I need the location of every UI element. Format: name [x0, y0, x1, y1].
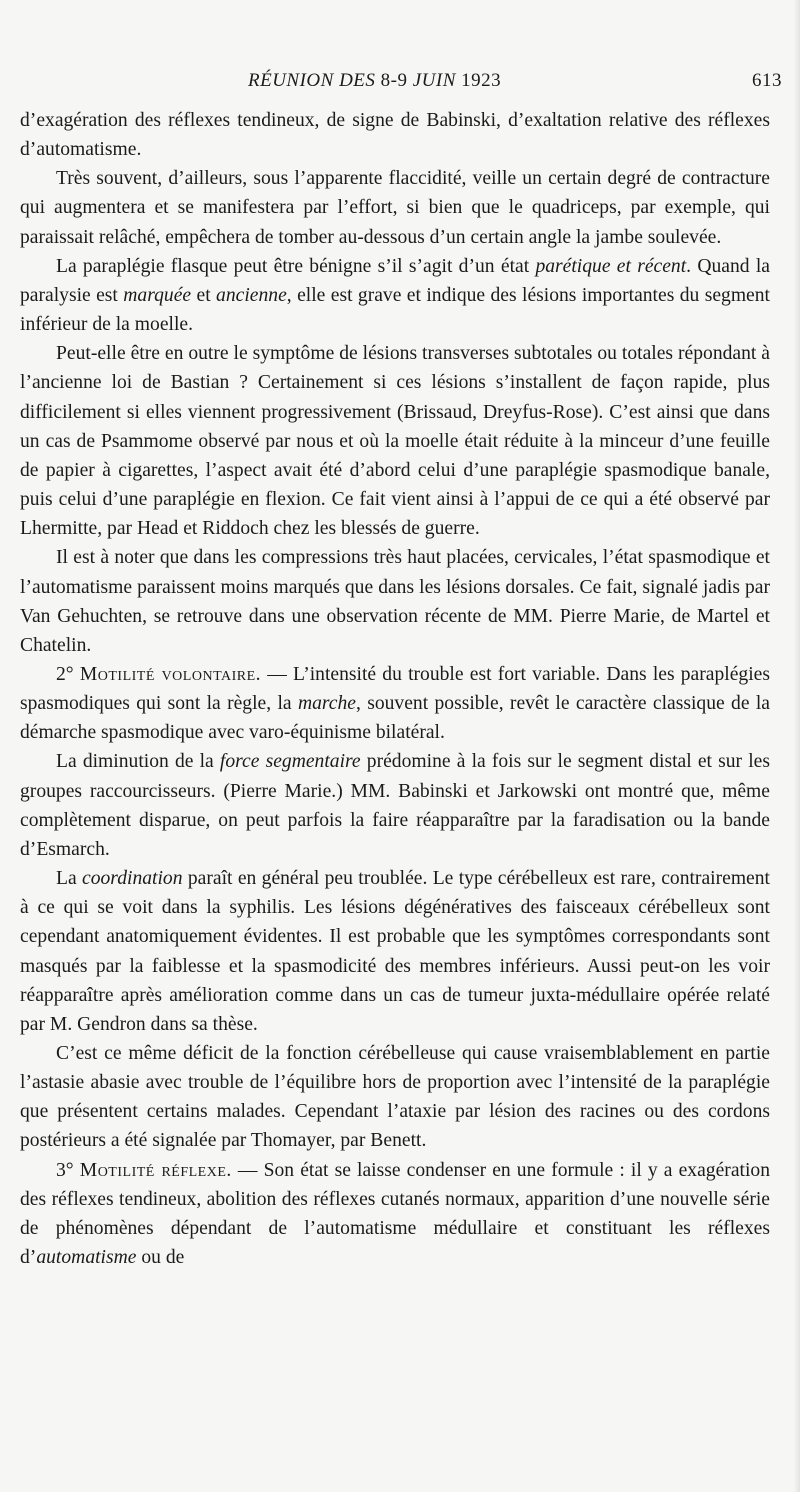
section-number: 2°: [56, 663, 74, 685]
paragraph-4: Peut-elle être en outre le symptôme de lésions transverses subtotales ou totales répondant à l’ancienne loi de Bastian ? Certainement si ces lésions s’installent de façon rapide, plus difficilement si elles viennent progressivement (Brissaud, Dreyfus-Rose). C’est ainsi que dans un cas de Psammome observé par nous et où la moelle était réduite à la minceur d’une feuille de papier à cigarettes, l’aspect avait été d’abord celui d’une paraplégie spasmodique banale, puis celui d’une paraplégie en flexion. Ce fait vient ainsi à l’appui de ce qui a été observé par Lhermitte, par Head et Riddoch chez les blessés de guerre.: [20, 343, 770, 540]
title-main: RÉUNION DES: [248, 70, 376, 91]
scan-edge-shadow: [794, 0, 800, 1492]
section-2-motilite-volontaire: 2° Motilité volontaire. — L’intensité du trouble est fort variable. Dans les paraplégies spasmodiques qui sont la règle, la marche, souvent possible, revêt le caractère classique de la démarche spasmodique avec varo-équinisme bilatéral.: [20, 663, 770, 744]
page-number: 613: [752, 70, 782, 91]
paragraph-2: Très souvent, d’ailleurs, sous l’apparente flaccidité, veille un certain degré de contracture qui augmentera et se manifestera par l’effort, si bien que le quadriceps, par exemple, qui paraissait relâché, empêchera de tomber au-dessous d’un certain angle la jambe soulevée.: [20, 168, 770, 248]
paragraph-5: Il est à noter que dans les compressions très haut placées, cervicales, l’état spasmodique et l’automatisme paraissent moins marqués que dans les lésions dorsales. Ce fait, signalé jadis par Van Gehuchten, se retrouve dans une observation récente de MM. Pierre Marie, de Martel et Chatelin.: [20, 547, 770, 656]
running-header: [0, 70, 800, 100]
title-date: 8-9: [380, 70, 408, 91]
paragraph-9: C’est ce même déficit de la fonction cérébelleuse qui cause vraisemblablement en partie l’astasie abasie avec trouble de l’équilibre hors de proportion avec l’intensité de la paraplégie que présentent certains malades. Cependant l’ataxie par lésion des racines ou des cordons postérieurs a été signalée par Thomayer, par Benett.: [20, 1043, 770, 1152]
title-month: JUIN: [412, 70, 456, 91]
paragraph-3: La paraplégie flasque peut être bénigne s’il s’agit d’un état parétique et récent. Quand la paralysie est marquée et ancienne, elle est grave et indique des lésions importantes du segment inférieur de la moelle.: [20, 255, 770, 336]
paragraph-1: d’exagération des réflexes tendineux, de signe de Babinski, d’exaltation relative des réflexes d’automatisme.: [20, 110, 770, 161]
paragraph-8: La coordination paraît en général peu troublée. Le type cérébelleux est rare, contrairement à ce qui se voit dans la syphilis. Les lésions dégénératives des faisceaux cérébelleux sont cependant anatomiquement évidentes. Il est probable que les symptômes correspondants sont masqués par la faiblesse et la spasmodicité des membres inférieurs. Aussi peut-on les voir réapparaître après amélioration comme dans un cas de tumeur juxta-médullaire opérée relaté par M. Gendron dans sa thèse.: [20, 868, 770, 1035]
section-heading: Motilité volontaire.: [79, 663, 262, 685]
paragraph-7: La diminution de la force segmentaire prédomine à la fois sur le segment distal et sur les groupes raccourcisseurs. (Pierre Marie.) MM. Babinski et Jarkowski ont montré que, même complètement disparue, on peut parfois la faire réapparaître par la faradisation ou la bande d’Esmarch.: [20, 751, 770, 860]
section-heading: Motilité réflexe.: [79, 1159, 232, 1181]
section-number: 3°: [56, 1159, 74, 1181]
body-text: [20, 106, 770, 1272]
running-title: [248, 70, 501, 92]
title-year: 1923: [461, 70, 502, 91]
section-3-motilite-reflexe: 3° Motilité réflexe. — Son état se laisse condenser en une formule : il y a exagération des réflexes tendineux, abolition des réflexes cutanés normaux, apparition d’une nouvelle série de phénomènes dépendant de l’automatisme médullaire et constituant les réflexes d’automatisme ou de: [20, 1159, 770, 1269]
